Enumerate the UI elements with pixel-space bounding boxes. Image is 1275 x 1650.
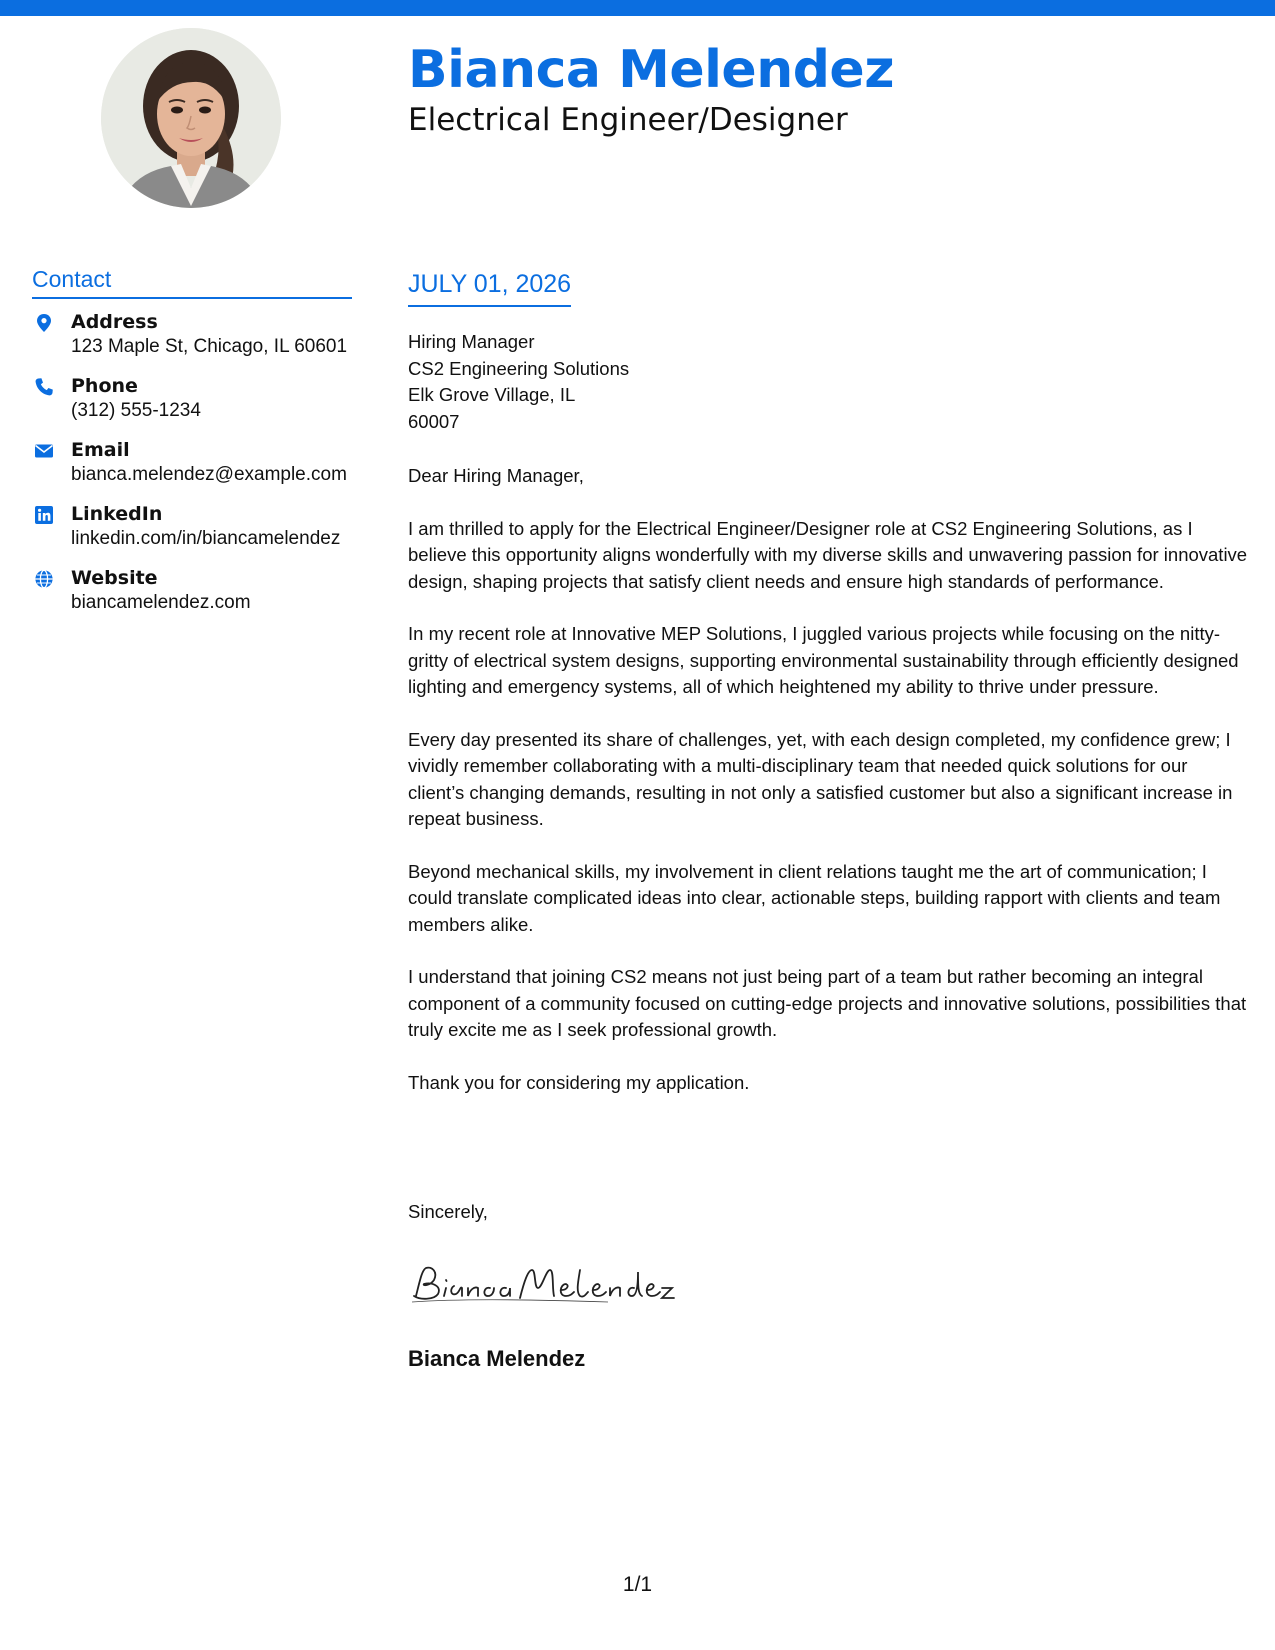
- letter-paragraph: Beyond mechanical skills, my involvement in client relations taught me the art of communication; I could translate complicated ideas into clear, actionable steps, building rapport with clients and team members alike.: [408, 860, 1221, 935]
- contact-label: LinkedIn: [71, 503, 163, 525]
- contact-label: Phone: [71, 375, 138, 397]
- letter-paragraph: I am thrilled to apply for the Electrical Engineer/Designer role at CS2 Engineering Solutions, as I believe this opportunity aligns wonderfully with my diverse skills and unwavering passion for innovative design, shaping projects that satisfy client needs and ensure high standards of performance.: [408, 517, 1248, 592]
- handwritten-signature: [408, 1258, 678, 1308]
- email-icon: [34, 441, 54, 461]
- contact-label: Address: [71, 311, 158, 333]
- recipient-line: 60007: [408, 410, 460, 432]
- signer-name: Bianca Melendez: [408, 1346, 586, 1371]
- linkedin-icon: [34, 505, 54, 525]
- contact-value: 123 Maple St, Chicago, IL 60601: [71, 336, 348, 357]
- salutation: Dear Hiring Manager,: [408, 465, 584, 486]
- contact-item-phone: [32, 374, 362, 438]
- page-number: 1/1: [622, 1573, 653, 1596]
- contact-item-linkedin: [32, 502, 362, 566]
- contact-list: [32, 310, 362, 630]
- contact-value: linkedin.com/in/biancamelendez: [71, 528, 341, 549]
- globe-icon: [34, 569, 54, 589]
- contact-label: Email: [71, 439, 130, 461]
- letter-date: JULY 01, 2026: [408, 270, 571, 307]
- contact-item-email: [32, 438, 362, 502]
- contact-item-address: [32, 310, 362, 374]
- recipient-line: Elk Grove Village, IL: [408, 384, 576, 405]
- map-pin-icon: [34, 313, 54, 333]
- contact-value: biancamelendez.com: [71, 592, 251, 613]
- closing: Sincerely,: [408, 1201, 488, 1222]
- letter-paragraph: Every day presented its share of challenges, yet, with each design completed, my confidence grew; I vividly remember collaborating with a multi-disciplinary team that needed quick solutions for our client’s changing demands, resulting in not only a satisfied customer but also a significant increase in repeat business.: [408, 728, 1233, 829]
- letter-paragraph: Thank you for considering my application.: [408, 1071, 750, 1093]
- contact-label: Website: [71, 567, 158, 589]
- letter-paragraph: In my recent role at Innovative MEP Solutions, I juggled various projects while focusing on the nitty-gritty of electrical system designs, supporting environmental sustainability through efficiently designed lighting and emergency systems, all of which heightened my ability to thrive under pressure.: [408, 623, 1239, 697]
- top-accent-bar: [0, 0, 1275, 16]
- phone-icon: [34, 377, 54, 397]
- applicant-name: Bianca Melendez: [408, 40, 894, 100]
- letter-body: [408, 463, 1248, 1122]
- contact-heading: Contact: [32, 266, 352, 299]
- contact-value: (312) 555-1234: [71, 400, 201, 421]
- contact-value: bianca.melendez@example.com: [71, 464, 347, 485]
- profile-photo: [101, 28, 281, 208]
- letter-paragraph: I understand that joining CS2 means not just being part of a team but rather becoming an integral component of a community focused on cutting-edge projects and innovative solutions, possibilities that truly excite me as I seek professional growth.: [408, 966, 1247, 1040]
- contact-item-website: [32, 566, 362, 630]
- applicant-title: Electrical Engineer/Designer: [408, 102, 848, 138]
- recipient-block: [408, 329, 629, 435]
- recipient-line: CS2 Engineering Solutions: [408, 357, 630, 379]
- recipient-line: Hiring Manager: [408, 331, 535, 352]
